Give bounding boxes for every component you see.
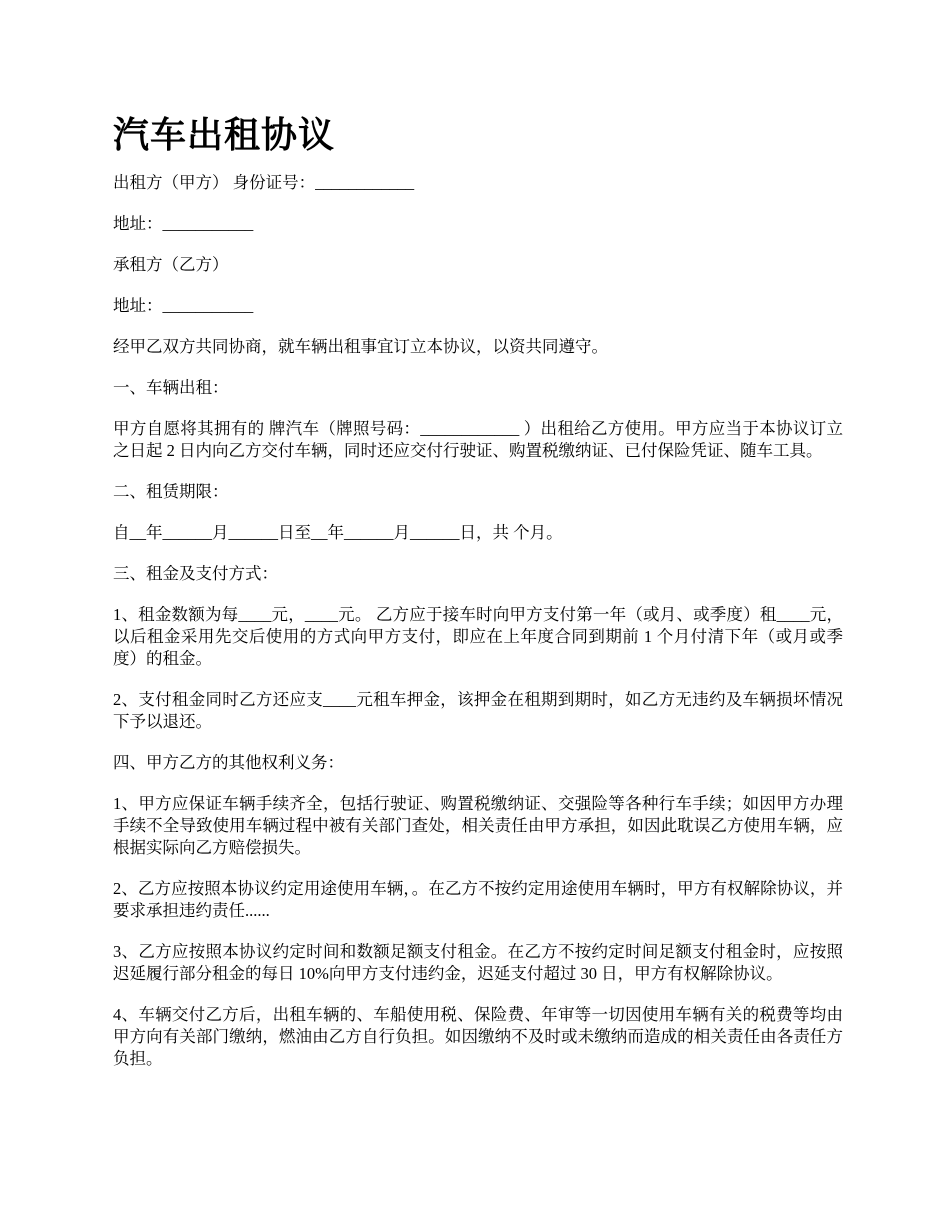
- section-heading-vehicle-rental: 一、车辆出租：: [113, 378, 229, 397]
- vehicle-rental-paragraph: 甲方自愿将其拥有的 牌汽车（牌照号码：____________ ）出租给乙方使用。甲方应当于本协议订立之日起 2 日内向乙方交付车辆，同时还应交付行驶证、购置税缴纳证、已付保险凭证、随车工具。: [113, 419, 843, 460]
- obligation-clause-2: 2、乙方应按照本协议约定用途使用车辆，。在乙方不按约定用途使用车辆时，甲方有权解除协议，并要求承担违约责任......: [113, 879, 843, 920]
- document-page: [113, 112, 843, 1089]
- lessor-id-line: 出租方（甲方） 身份证号：____________: [113, 173, 415, 192]
- section-heading-rent-payment: 三、租金及支付方式：: [113, 564, 278, 583]
- lessor-address-line: 地址：___________: [113, 214, 254, 233]
- rent-clause-2: 2、支付租金同时乙方还应支____元租车押金，该押金在租期到期时，如乙方无违约及车辆损坏情况下予以退还。: [113, 690, 843, 731]
- section-heading-rights-obligations: 四、甲方乙方的其他权利义务：: [113, 753, 344, 772]
- preamble-paragraph: 经甲乙双方共同协商，就车辆出租事宜订立本协议，以资共同遵守。: [113, 337, 608, 356]
- rent-clause-1: 1、租金数额为每____元，____元。 乙方应于接车时向甲方支付第一年（或月、或季度）租____元，以后租金采用先交后使用的方式向甲方支付，即应在上年度合同到期前 1 个月付清下年（或月或季度）的租金。: [113, 605, 843, 668]
- obligation-clause-3: 3、乙方应按照本协议约定时间和数额足额支付租金。在乙方不按约定时间足额支付租金时，应按照迟延履行部分租金的每日 10%向甲方支付违约金，迟延支付超过 30 日，甲方有权解除协议。: [113, 942, 843, 983]
- obligation-clause-4: 4、车辆交付乙方后，出租车辆的、车船使用税、保险费、年审等一切因使用车辆有关的税费等均由甲方向有关部门缴纳，燃油由乙方自行负担。如因缴纳不及时或未缴纳而造成的相关责任由各责任方负担。: [113, 1005, 843, 1068]
- document-title: 汽车出租协议: [113, 115, 336, 156]
- lessee-address-line: 地址：___________: [113, 296, 254, 315]
- lease-term-paragraph: 自__年______月______日至__年______月______日，共 个月。: [113, 523, 563, 542]
- lessee-line: 承租方（乙方）: [113, 255, 229, 274]
- obligation-clause-1: 1、甲方应保证车辆手续齐全，包括行驶证、购置税缴纳证、交强险等各种行车手续；如因甲方办理手续不全导致使用车辆过程中被有关部门查处，相关责任由甲方承担，如因此耽误乙方使用车辆，应根据实际向乙方赔偿损失。: [113, 794, 843, 857]
- section-heading-lease-term: 二、租赁期限：: [113, 482, 229, 501]
